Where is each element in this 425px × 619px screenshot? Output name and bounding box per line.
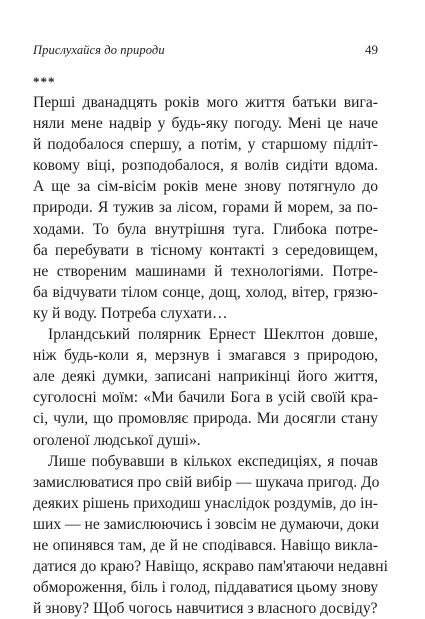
text-line: але деякі думки, записані наприкінці його життя, — [33, 368, 378, 386]
text-line: ковому віці, розподобалося, я волів сидіти вдома. — [33, 157, 378, 175]
text-line: ших — не замислюючись і зовсім не думаючи, доки — [33, 515, 379, 533]
text-line: ніж будь-коли я, мерзнув і змагався з природою, — [33, 347, 378, 365]
text-line: не створеним машинами й технологіями. Потре- — [33, 262, 378, 280]
text-line: природи. Я тужив за лісом, горами й морем, за по- — [33, 199, 378, 217]
text-line: А ще за сім-вісім років мене знову потягнуло до — [33, 178, 378, 196]
paragraph — [33, 92, 378, 324]
text-line: Лише побувавши в кількох експедиціях, я почав — [48, 452, 378, 470]
text-line: обмороження, біль і голод, піддаватися цьому знову — [33, 579, 379, 597]
text-line: оголеної людської душі». — [33, 431, 201, 449]
text-line: замислюватися про свій вибір — шукача пригод. До — [33, 473, 380, 491]
text-line: датися до краю? Навіщо, яскраво пам'ятаючи недавні — [33, 558, 388, 576]
paragraph — [33, 451, 388, 619]
section-separator: *** — [33, 74, 56, 89]
text-line: ба перебувати в тісному контакті з середовищем, — [33, 241, 378, 259]
text-line: й знову? Щоб чогось навчитися з власного досвіду? — [33, 600, 378, 618]
text-line: ку й воду. Потреба слухати… — [33, 304, 228, 322]
text-line: Перші дванадцять років мого життя батьки вига- — [33, 94, 378, 111]
text-line: Ірландський полярник Ернест Шеклтон довше, — [48, 326, 378, 344]
text-line: няли мене надвір у будь-яку погоду. Мені це наче — [33, 115, 378, 133]
text-line: суголосні моїм: «Ми бачили Бога в усій своїй кра- — [33, 389, 378, 407]
text-line: деяких рішень приходиш унаслідок роздумів, до ін- — [33, 494, 378, 512]
text-line: й подобалося спершу, а потім, у старшому підліт- — [33, 136, 378, 154]
text-line: не опинявся там, де й не сподівався. Навіщо викла- — [33, 536, 378, 554]
text-line: сі, чули, що промовляє природа. Ми досягли стану — [33, 410, 378, 428]
text-line: ба відчувати тілом сонце, дощ, холод, вітер, грязю- — [33, 283, 378, 301]
body-text — [33, 92, 388, 619]
text-line: ходами. То була внутрішня туга. Глибока потре- — [33, 220, 378, 238]
running-head: Прислухайся до природи — [33, 43, 165, 57]
page-number: 49 — [365, 42, 378, 57]
paragraph — [33, 324, 378, 451]
